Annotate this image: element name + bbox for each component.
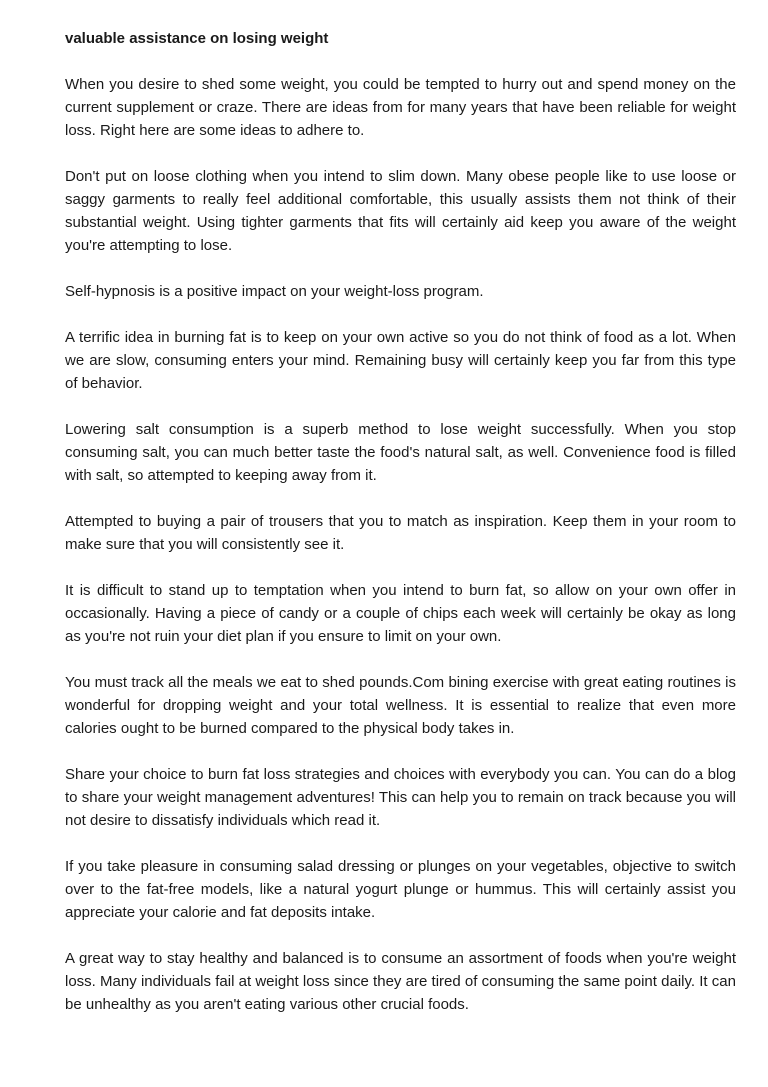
paragraph-5: Lowering salt consumption is a superb method to lose weight successfully. When you stop consuming salt, you can much better taste the food's natural salt, as well. Convenience food is filled with salt, so attempted to keeping away from it. (65, 421, 736, 484)
paragraph-3: Self-hypnosis is a positive impact on your weight-loss program. (65, 283, 484, 300)
paragraph-2: Don't put on loose clothing when you intend to slim down. Many obese people like to use loose or saggy garments to really feel additional comfortable, this usually assists them not think of their substantial weight. Using tighter garments that fits will certainly aid keep you aware of the weight you're attempting to lose. (65, 168, 736, 254)
paragraph-10: If you take pleasure in consuming salad dressing or plunges on your vegetables, objective to switch over to the fat-free models, like a natural yogurt plunge or hummus. This will certainly assist you appreciate your calorie and fat deposits intake. (65, 858, 736, 921)
paragraph-11: A great way to stay healthy and balanced is to consume an assortment of foods when you're weight loss. Many individuals fail at weight loss since they are tired of consuming the same point daily. It can be unhealthy as you aren't eating various other crucial foods. (65, 950, 736, 1013)
paragraph-4: A terrific idea in burning fat is to keep on your own active so you do not think of food as a lot. When we are slow, consuming enters your mind. Remaining busy will certainly keep you far from this type of behavior. (65, 329, 736, 392)
paragraph-9: Share your choice to burn fat loss strategies and choices with everybody you can. You can do a blog to share your weight management adventures! This can help you to remain on track because you will not desire to dissatisfy individuals which read it. (65, 766, 736, 829)
paragraph-1: When you desire to shed some weight, you could be tempted to hurry out and spend money on the current supplement or craze. There are ideas from for many years that have been reliable for weight loss. Right here are some ideas to adhere to. (65, 76, 736, 139)
paragraph-6: Attempted to buying a pair of trousers that you to match as inspiration. Keep them in your room to make sure that you will consistently see it. (65, 513, 736, 553)
document-title: valuable assistance on losing weight (65, 30, 329, 47)
paragraph-7: It is difficult to stand up to temptation when you intend to burn fat, so allow on your own offer in occasionally. Having a piece of candy or a couple of chips each week will certainly be okay as long as you're not ruin your diet plan if you ensure to limit on your own. (65, 582, 736, 645)
paragraph-8: You must track all the meals we eat to shed pounds.Com bining exercise with great eating routines is wonderful for dropping weight and your total wellness. It is essential to realize that even more calories ought to be burned compared to the physical body takes in. (65, 674, 736, 737)
